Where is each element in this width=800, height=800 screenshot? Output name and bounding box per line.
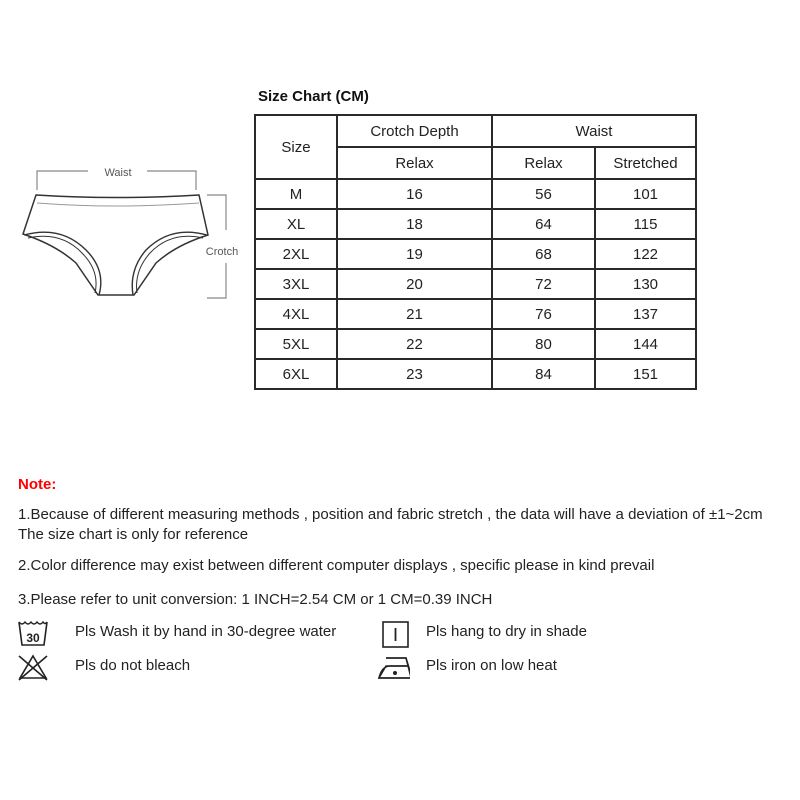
briefs-outline-icon [16, 155, 246, 315]
note-heading: Note: [18, 476, 57, 493]
cell-crotch-relax: 16 [337, 179, 492, 209]
cell-crotch-relax: 23 [337, 359, 492, 389]
care-hand-wash-text: Pls Wash it by hand in 30-degree water [75, 623, 337, 640]
cell-waist-stretched: 122 [595, 239, 696, 269]
cell-crotch-relax: 20 [337, 269, 492, 299]
svg-text:30: 30 [26, 631, 40, 645]
cell-size: 2XL [255, 239, 337, 269]
cell-waist-relax: 68 [492, 239, 595, 269]
table-row [255, 329, 696, 359]
care-hang-dry-text: Pls hang to dry in shade [426, 623, 587, 640]
table-row [255, 269, 696, 299]
size-chart-table [254, 114, 697, 390]
cell-size: 3XL [255, 269, 337, 299]
cell-size: 4XL [255, 299, 337, 329]
cell-crotch-relax: 18 [337, 209, 492, 239]
header-size: Size [255, 115, 337, 179]
header-row-top [255, 115, 696, 147]
table-row [255, 209, 696, 239]
cell-waist-stretched: 101 [595, 179, 696, 209]
cell-waist-relax: 80 [492, 329, 595, 359]
cell-size: 6XL [255, 359, 337, 389]
cell-waist-relax: 72 [492, 269, 595, 299]
cell-crotch-relax: 19 [337, 239, 492, 269]
size-chart-title: Size Chart (CM) [258, 88, 369, 105]
table-row [255, 179, 696, 209]
cell-waist-stretched: 137 [595, 299, 696, 329]
cell-crotch-relax: 22 [337, 329, 492, 359]
note-line-3: 3.Please refer to unit conversion: 1 INCH=2.54 CM or 1 CM=0.39 INCH [18, 591, 493, 608]
note-line-1: 1.Because of different measuring methods , position and fabric stretch , the data will have a deviation of ±1~2cm [18, 506, 763, 523]
cell-size: M [255, 179, 337, 209]
waist-label: Waist [104, 167, 132, 179]
note-line-1-continued: The size chart is only for reference [18, 526, 249, 543]
header-crotch-relax: Relax [337, 147, 492, 179]
care-no-bleach-text: Pls do not bleach [75, 657, 191, 674]
care-iron-text: Pls iron on low heat [426, 657, 557, 674]
crotch-label: Crotch [205, 246, 239, 258]
hang-dry-shade-icon [378, 620, 412, 650]
header-waist: Waist [492, 115, 696, 147]
cell-size: XL [255, 209, 337, 239]
cell-waist-stretched: 144 [595, 329, 696, 359]
cell-waist-relax: 64 [492, 209, 595, 239]
cell-waist-relax: 84 [492, 359, 595, 389]
header-waist-stretched: Stretched [595, 147, 696, 179]
table-row [255, 299, 696, 329]
table-row [255, 359, 696, 389]
cell-waist-stretched: 130 [595, 269, 696, 299]
header-waist-relax: Relax [492, 147, 595, 179]
cell-waist-stretched: 151 [595, 359, 696, 389]
cell-crotch-relax: 21 [337, 299, 492, 329]
garment-diagram [16, 155, 246, 315]
cell-waist-relax: 76 [492, 299, 595, 329]
header-crotch-depth: Crotch Depth [337, 115, 492, 147]
note-line-2: 2.Color difference may exist between different computer displays , specific please in kind prevail [18, 557, 655, 574]
table-row [255, 239, 696, 269]
cell-size: 5XL [255, 329, 337, 359]
do-not-bleach-icon [16, 652, 50, 682]
iron-low-heat-icon [376, 652, 410, 682]
cell-waist-relax: 56 [492, 179, 595, 209]
cell-waist-stretched: 115 [595, 209, 696, 239]
hand-wash-30-icon [16, 618, 50, 648]
